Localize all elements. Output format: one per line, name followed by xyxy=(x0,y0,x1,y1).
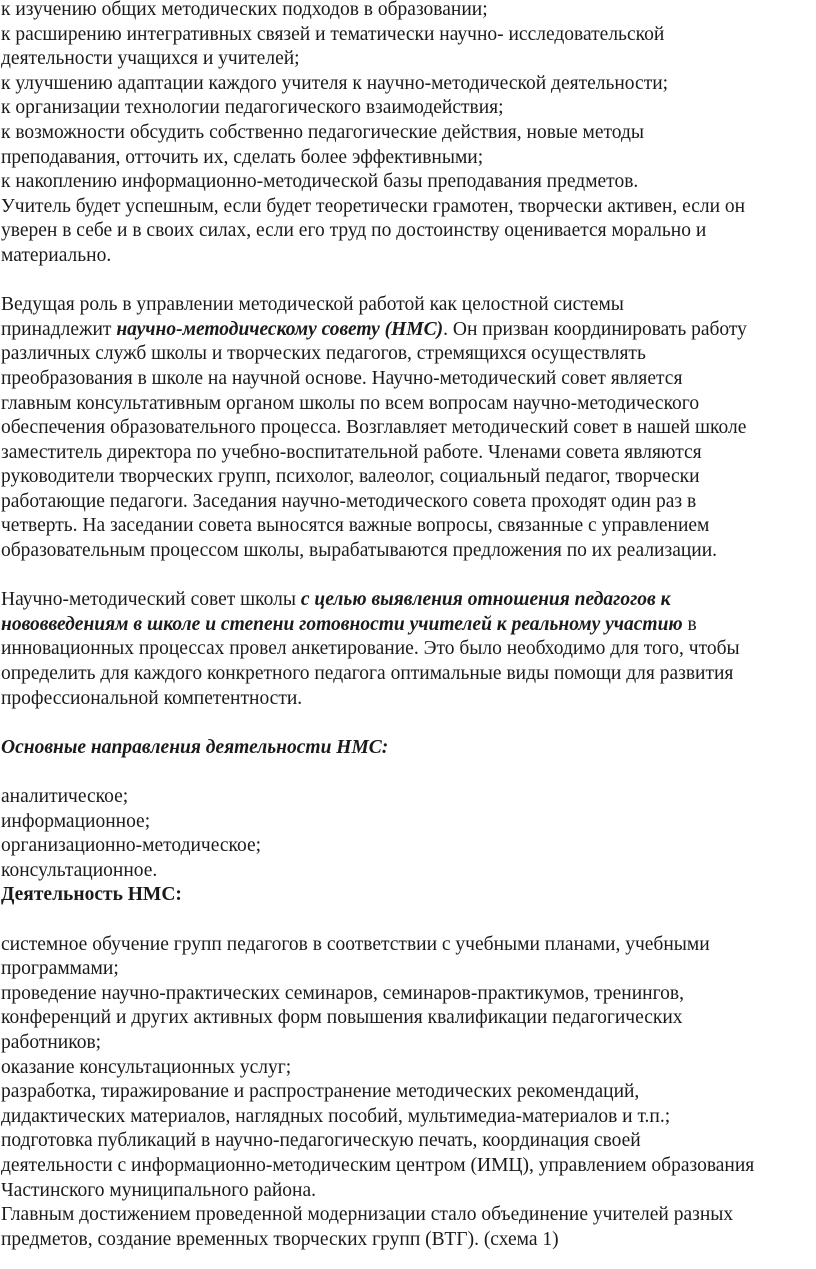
intro-list xyxy=(1,0,816,269)
paragraph-gap xyxy=(1,908,816,933)
text-line: деятельности учащихся и учителей; xyxy=(1,48,300,70)
text-line: проведение научно-практических семинаров, семинаров-практикумов, тренингов, xyxy=(1,982,684,1004)
text-line: уверен в себе и в своих силах, если его труд по достоинству оценивается морально и xyxy=(1,220,707,242)
text-line: конференций и других активных форм повышения квалификации педагогических xyxy=(1,1007,683,1029)
text-line: заместитель директора по учебно-воспитательной работе. Членами совета являются xyxy=(1,441,702,463)
text-line: к расширению интегративных связей и тематически научно- исследовательской xyxy=(1,23,665,45)
paragraph-gap xyxy=(1,564,816,589)
text-line: оказание консультационных услуг; xyxy=(1,1056,292,1078)
text-line: четверть. На заседании совета выносятся важные вопросы, связанные с управлением xyxy=(1,515,710,537)
text-line: преподавания, отточить их, сделать более эффективными; xyxy=(1,146,484,168)
text-line: руководители творческих групп, психолог, валеолог, социальный педагог, творчески xyxy=(1,466,700,488)
directions-list xyxy=(1,785,816,883)
text-line: работников; xyxy=(1,1031,102,1053)
text-line: системное обучение групп педагогов в соответствии с учебными планами, учебными xyxy=(1,933,710,955)
paragraph-gap xyxy=(1,760,816,785)
text-line xyxy=(1,588,816,613)
text-line: деятельности с информационно-методическим центром (ИМЦ), управлением образования xyxy=(1,1154,755,1176)
text-line: образовательным процессом школы, вырабатываются предложения по их реализации. xyxy=(1,540,718,562)
text-line: Главным достижением проведенной модернизации стало объединение учителей разных xyxy=(1,1204,734,1226)
text-line: предметов, создание временных творческих групп (ВТГ). (схема 1) xyxy=(1,1228,559,1250)
text-line: к возможности обсудить собственно педагогические действия, новые методы xyxy=(1,121,645,143)
text-line: программами; xyxy=(1,958,119,980)
text-line: профессиональной компетентности. xyxy=(1,687,303,709)
list-item: консультационное. xyxy=(1,859,158,881)
text-line xyxy=(1,318,816,343)
text-line: главным консультативным органом школы по всем вопросам научно-методического xyxy=(1,392,700,414)
text-line: преобразования в школе на научной основе. Научно-методический совет является xyxy=(1,367,683,389)
text-run: в xyxy=(682,613,697,635)
text-line: Частинского муниципального района. xyxy=(1,1179,316,1201)
text-line: к организации технологии педагогического взаимодействия; xyxy=(1,97,504,119)
text-line: определить для каждого конкретного педагога оптимальные виды помощи для развития xyxy=(1,663,734,685)
text-line: подготовка публикаций в научно-педагогическую печать, координация своей xyxy=(1,1130,641,1152)
text-line: инновационных процессах провел анкетирование. Это было необходимо для того, чтобы xyxy=(1,638,740,660)
text-line: к накоплению информационно-методической базы преподавания предметов. xyxy=(1,171,639,193)
survey-paragraph xyxy=(1,588,816,711)
emphasis-text: с целью выявления отношения педагогов к xyxy=(300,589,671,611)
text-run: принадлежит xyxy=(1,318,117,340)
paragraph-gap xyxy=(1,269,816,294)
text-run: Научно-методический совет школы xyxy=(1,589,301,611)
text-line: дидактических материалов, наглядных пособий, мультимедиа-материалов и т.п.; xyxy=(1,1105,671,1127)
list-item: информационное; xyxy=(1,810,151,832)
text-line: разработка, тиражирование и распространение методических рекомендаций, xyxy=(1,1081,640,1103)
list-item: организационно-методическое; xyxy=(1,835,262,857)
paragraph-gap xyxy=(1,711,816,736)
emphasis-text: нововведениям в школе и степени готовности учителей к реальному участию xyxy=(1,613,683,635)
directions-heading: Основные направления деятельности НМС: xyxy=(1,736,389,758)
text-line: к изучению общих методических подходов в образовании; xyxy=(1,0,488,20)
council-paragraph xyxy=(1,293,816,564)
text-line: обеспечения образовательного процесса. Возглавляет методический совет в нашей школе xyxy=(1,417,747,439)
text-line: различных служб школы и творческих педагогов, стремящихся осуществлять xyxy=(1,343,646,365)
text-line: работающие педагоги. Заседания научно-методического совета проходят один раз в xyxy=(1,490,697,512)
list-item: аналитическое; xyxy=(1,786,129,807)
text-line xyxy=(1,613,816,638)
emphasis-text: научно-методическому совету (НМС) xyxy=(116,318,444,340)
text-line: Ведущая роль в управлении методической работой как целостной системы xyxy=(1,294,624,316)
text-line: материально. xyxy=(1,244,112,266)
text-line: Учитель будет успешным, если будет теоретически грамотен, творчески активен, если он xyxy=(1,195,746,217)
activity-heading: Деятельность НМС: xyxy=(1,884,182,906)
activity-list xyxy=(1,933,816,1253)
text-line: к улучшению адаптации каждого учителя к научно-методической деятельности; xyxy=(1,72,669,94)
text-run: . Он призван координировать работу xyxy=(443,318,747,340)
